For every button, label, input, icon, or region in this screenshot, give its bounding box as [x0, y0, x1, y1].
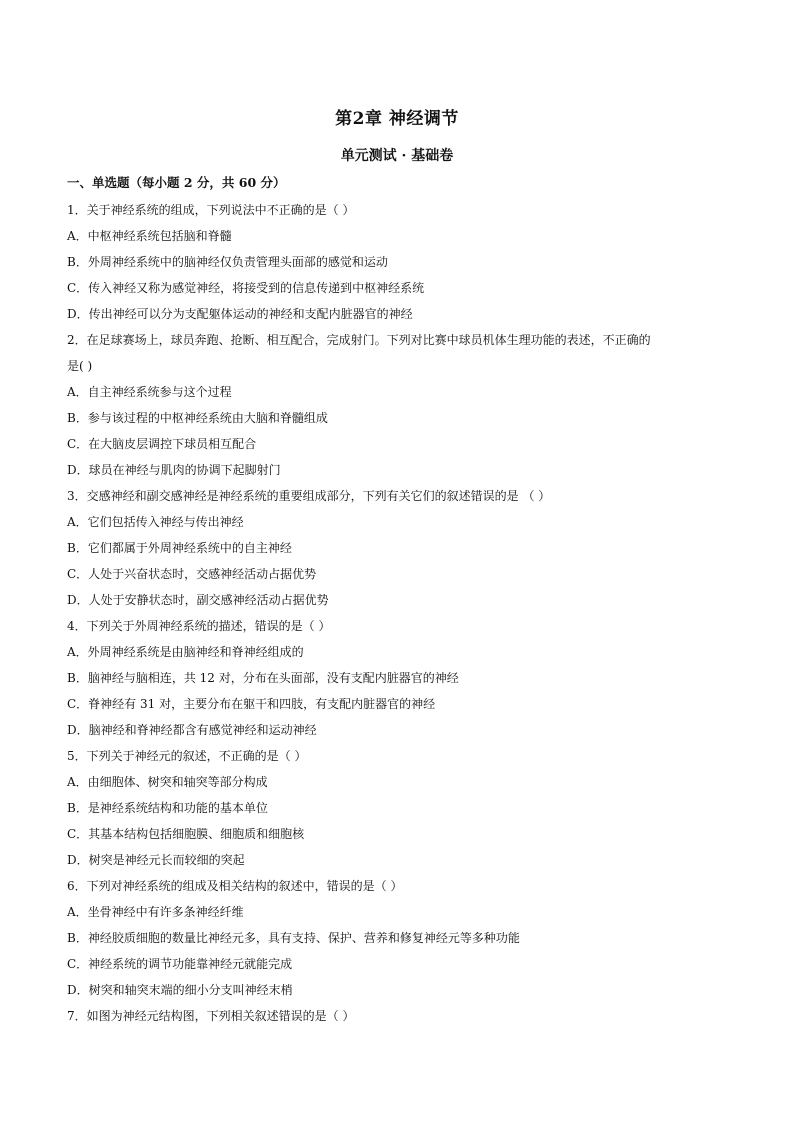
answer-option: C．脊神经有 31 对，主要分布在躯干和四肢，有支配内脏器官的神经 [67, 697, 436, 711]
question-stem-line: 2．在足球赛场上，球员奔跑、抢断、相互配合，完成射门。下列对比赛中球员机体生理功能的表述，不正确的 [67, 333, 651, 347]
answer-option: A．由细胞体、树突和轴突等部分构成 [67, 775, 268, 789]
answer-option: D．树突是神经元长而较细的突起 [67, 853, 245, 867]
answer-option: B．它们都属于外周神经系统中的自主神经 [67, 541, 292, 555]
answer-option: A．坐骨神经中有许多条神经纤维 [67, 905, 244, 919]
answer-option: B．脑神经与脑相连，共 12 对，分布在头面部，没有支配内脏器官的神经 [67, 671, 459, 685]
question-stem-line: 3．交感神经和副交感神经是神经系统的重要组成部分，下列有关它们的叙述错误的是 （ ） [67, 489, 551, 503]
answer-option: B．神经胶质细胞的数量比神经元多，具有支持、保护、营养和修复神经元等多种功能 [67, 931, 520, 945]
answer-option: D．树突和轴突末端的细小分支叫神经末梢 [67, 983, 293, 997]
answer-option: A．自主神经系统参与这个过程 [67, 385, 232, 399]
answer-option: B．参与该过程的中枢神经系统由大脑和脊髓组成 [67, 411, 328, 425]
answer-option: A．中枢神经系统包括脑和脊髓 [67, 229, 232, 243]
section-heading: 一、单选题（每小题 2 分，共 60 分） [67, 175, 286, 190]
question-5 [67, 743, 733, 873]
answer-option: D．脑神经和脊神经都含有感觉神经和运动神经 [67, 723, 317, 737]
answer-option: D．传出神经可以分为支配躯体运动的神经和支配内脏器官的神经 [67, 307, 413, 321]
question-stem [67, 873, 733, 899]
question-stem-line: 4．下列关于外周神经系统的描述，错误的是（ ） [67, 619, 331, 633]
question-3 [67, 483, 733, 613]
question-7 [67, 1003, 733, 1029]
answer-option: C．神经系统的调节功能靠神经元就能完成 [67, 957, 293, 971]
question-stem [67, 197, 733, 223]
answer-option: B．是神经系统结构和功能的基本单位 [67, 801, 268, 815]
page-subtitle: 单元测试 · 基础卷 [340, 148, 454, 164]
answer-option: B．外周神经系统中的脑神经仅负责管理头面部的感觉和运动 [67, 255, 388, 269]
question-stem-line: 5．下列关于神经元的叙述，不正确的是（ ） [67, 749, 307, 763]
question-stem [67, 743, 733, 769]
answer-option: C．其基本结构包括细胞膜、细胞质和细胞核 [67, 827, 305, 841]
answer-option: C．人处于兴奋状态时，交感神经活动占据优势 [67, 567, 317, 581]
question-2 [67, 327, 733, 483]
question-stem [67, 1003, 733, 1029]
question-stem [67, 613, 733, 639]
question-4 [67, 613, 733, 743]
question-stem [67, 483, 733, 509]
question-stem-line: 是( ) [67, 359, 93, 373]
question-stem [67, 327, 733, 379]
answer-option: A．它们包括传入神经与传出神经 [67, 515, 244, 529]
answer-option: D．球员在神经与肌肉的协调下起脚射门 [67, 463, 281, 477]
question-1 [67, 197, 733, 327]
answer-option: A．外周神经系统是由脑神经和脊神经组成的 [67, 645, 304, 659]
question-stem-line: 1．关于神经系统的组成，下列说法中不正确的是（ ） [67, 203, 355, 217]
answer-option: D．人处于安静状态时，副交感神经活动占据优势 [67, 593, 329, 607]
question-stem-line: 6．下列对神经系统的组成及相关结构的叙述中，错误的是（ ） [67, 879, 403, 893]
answer-option: C．传入神经又称为感觉神经，将接受到的信息传递到中枢神经系统 [67, 281, 425, 295]
question-list [67, 197, 733, 1029]
question-stem-line: 7．如图为神经元结构图，下列相关叙述错误的是（ ） [67, 1009, 355, 1023]
document-body [67, 172, 733, 1029]
answer-option: C．在大脑皮层调控下球员相互配合 [67, 437, 257, 451]
question-6 [67, 873, 733, 1003]
page-title: 第2章 神经调节 [335, 109, 459, 129]
